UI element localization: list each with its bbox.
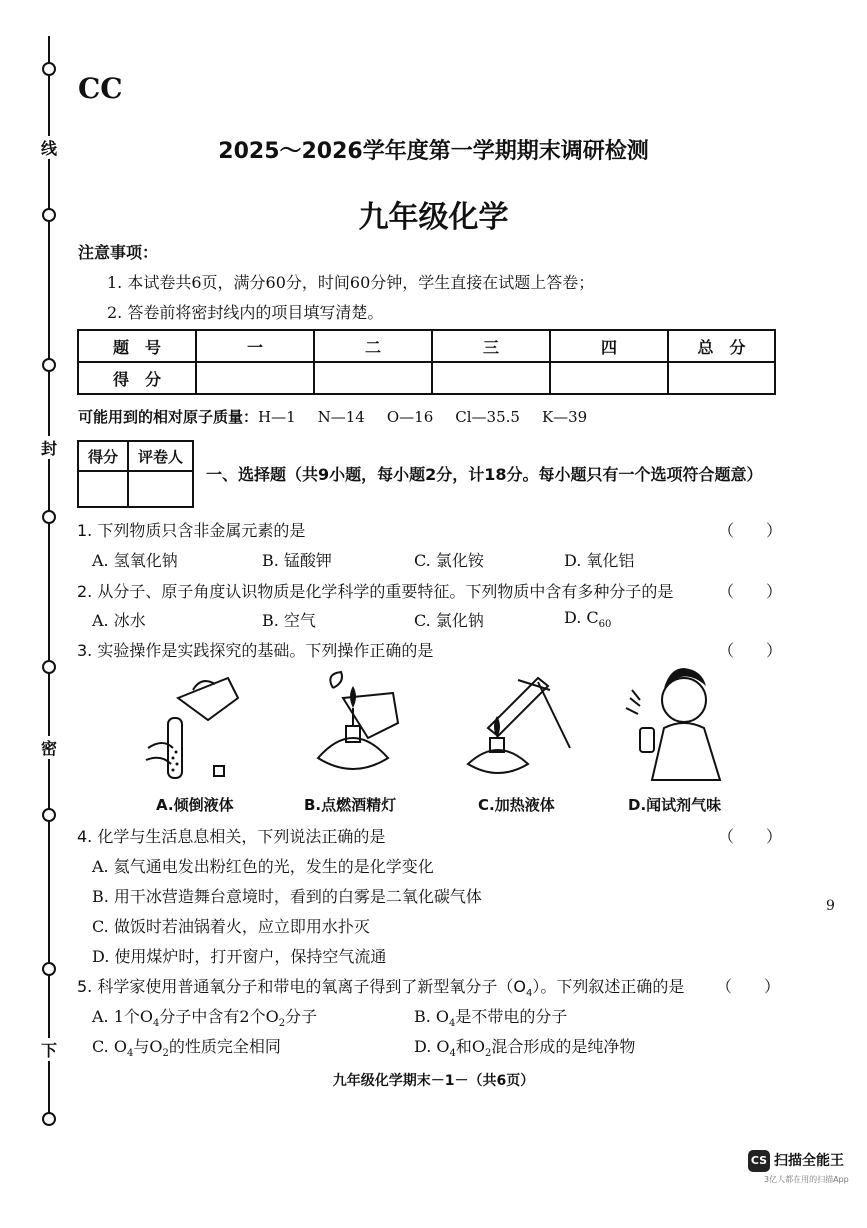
score-table — [77, 329, 776, 395]
q5-c-pre: C. O — [92, 1037, 127, 1056]
q5-c-mid: 与O — [133, 1037, 163, 1056]
q1-option-a: A. 氢氧化钠 — [92, 551, 178, 570]
notes-heading: 注意事项： — [78, 243, 159, 262]
q5-a-sub2: 2 — [278, 1018, 286, 1030]
answer-paren-1[interactable]: （ ） — [718, 521, 783, 540]
camscanner-logo-icon: CS — [748, 1150, 770, 1172]
camscanner-tagline: 3亿人都在用的扫描App — [764, 1175, 849, 1184]
figure-c-caption: C.加热液体 — [478, 796, 555, 814]
grader-score-label: 得分 — [78, 441, 128, 471]
q4-option-c: C. 做饭时若油锅着火，应立即用水扑灭 — [92, 917, 370, 936]
q1-option-c: C. 氯化铵 — [414, 551, 484, 570]
score-cell[interactable] — [196, 362, 314, 394]
q5-b-pre: B. O — [414, 1007, 450, 1026]
atomic-mass-value: H—1 — [258, 408, 296, 426]
q5-option-d — [414, 1034, 635, 1059]
q5-d-pre: D. O — [414, 1037, 450, 1056]
figure-a-caption: A.倾倒液体 — [156, 796, 234, 814]
score-cell[interactable] — [432, 362, 550, 394]
q1-option-d: D. 氧化铝 — [564, 551, 635, 570]
answer-paren-2[interactable]: （ ） — [718, 582, 783, 601]
q5-a-post: 分子 — [285, 1007, 318, 1026]
binding-hole — [42, 962, 56, 976]
q5-d-post: 混合形成的是纯净物 — [491, 1037, 636, 1056]
grader-name-label: 评卷人 — [128, 441, 193, 471]
q5-d-sub2: 2 — [485, 1048, 492, 1060]
q5-option-a — [92, 1004, 317, 1029]
q4-option-b: B. 用干冰营造舞台意境时，看到的白雾是二氧化碳气体 — [92, 887, 482, 906]
q5-b-sub: 4 — [449, 1018, 456, 1030]
figure-b-caption: B.点燃酒精灯 — [304, 796, 397, 814]
q5-d-mid: 和O — [455, 1037, 486, 1056]
binding-hole — [42, 510, 56, 524]
binding-hole — [42, 358, 56, 372]
binding-char-feng: 封 — [38, 436, 60, 459]
score-cell[interactable] — [550, 362, 668, 394]
figure-a-pouring-liquid — [138, 668, 248, 786]
q5-d-sub1: 4 — [449, 1048, 456, 1060]
q1-option-b: B. 锰酸钾 — [262, 551, 332, 570]
question-2-stem: 2. 从分子、原子角度认识物质是化学科学的重要特征。下列物质中含有多种分子的是 — [77, 582, 674, 601]
exam-title: 2025～2026学年度第一学期期末调研检测 — [218, 139, 649, 164]
score-row-label: 得 分 — [78, 362, 196, 394]
q5-a-mid: 分子中含有2个O — [159, 1007, 279, 1026]
score-header-4: 四 — [550, 330, 668, 362]
q5-b-post: 是不带电的分子 — [455, 1007, 568, 1026]
q2-option-d-text: D. C — [564, 608, 599, 627]
q5-c-post: 的性质完全相同 — [168, 1037, 281, 1056]
answer-paren-5[interactable]: （ ） — [716, 977, 781, 996]
atomic-mass-label: 可能用到的相对原子质量： — [78, 408, 259, 426]
page-footer: 九年级化学期末－1－（共6页） — [332, 1073, 535, 1089]
score-header-1: 一 — [196, 330, 314, 362]
camscanner-name: 扫描全能王 — [774, 1153, 844, 1169]
grader-table — [77, 440, 194, 508]
binding-hole — [42, 660, 56, 674]
question-5-stem — [77, 974, 684, 999]
score-header-2: 二 — [314, 330, 432, 362]
figure-d-caption: D.闻试剂气味 — [628, 796, 722, 814]
question-4-stem: 4. 化学与生活息息相关，下列说法正确的是 — [77, 827, 386, 846]
score-cell[interactable] — [668, 362, 775, 394]
atomic-mass-value: O—16 — [386, 408, 434, 426]
atomic-mass-value: Cl—35.5 — [455, 408, 520, 426]
binding-char-xia: 下 — [38, 1038, 60, 1061]
atomic-mass-line — [78, 406, 609, 427]
q5-stem-pre: 5. 科学家使用普通氧分子和带电的氧离子得到了新型氧分子（O — [77, 977, 526, 996]
stray-mark: 9 — [826, 898, 835, 914]
binding-hole — [42, 1112, 56, 1126]
q5-c-sub1: 4 — [126, 1048, 134, 1060]
q4-option-a: A. 氦气通电发出粉红色的光，发生的是化学变化 — [92, 857, 434, 876]
q2-option-a: A. 冰水 — [92, 611, 146, 630]
q2-option-d — [564, 608, 611, 630]
figure-d-smelling-reagent — [612, 668, 724, 786]
score-cell[interactable] — [314, 362, 432, 394]
q5-option-c — [92, 1034, 281, 1059]
q5-option-b — [414, 1004, 567, 1029]
answer-paren-4[interactable]: （ ） — [718, 827, 783, 846]
q5-c-sub2: 2 — [162, 1048, 169, 1060]
figure-b-lighting-lamp — [298, 668, 408, 786]
q2-option-d-sub: 60 — [598, 619, 612, 631]
score-header-3: 三 — [432, 330, 550, 362]
q5-stem-sub: 4 — [525, 988, 533, 1000]
binding-char-xian: 线 — [38, 136, 60, 159]
binding-hole — [42, 62, 56, 76]
q5-a-sub1: 4 — [153, 1018, 160, 1030]
q5-a-pre: A. 1个O — [92, 1007, 154, 1026]
answer-paren-3[interactable]: （ ） — [718, 641, 783, 660]
q5-stem-post: ）。下列叙述正确的是 — [532, 977, 685, 996]
note-item: 1. 本试卷共6页，满分60分，时间60分钟，学生直接在试题上答卷； — [107, 273, 595, 292]
grader-score-cell[interactable] — [78, 471, 128, 507]
score-header-total: 总 分 — [668, 330, 775, 362]
corner-label: CC — [78, 72, 123, 105]
figure-c-heating-liquid — [458, 668, 588, 786]
subject-title: 九年级化学 — [358, 200, 509, 235]
score-header-label: 题 号 — [78, 330, 196, 362]
grader-name-cell[interactable] — [128, 471, 193, 507]
atomic-mass-value: K—39 — [541, 408, 588, 426]
question-3-stem: 3. 实验操作是实践探究的基础。下列操作正确的是 — [77, 641, 434, 660]
question-1-stem: 1. 下列物质只含非金属元素的是 — [77, 521, 306, 540]
binding-char-mi: 密 — [38, 736, 60, 759]
atomic-mass-value: N—14 — [317, 408, 365, 426]
q4-option-d: D. 使用煤炉时，打开窗户，保持空气流通 — [92, 947, 387, 966]
q2-option-c: C. 氯化钠 — [414, 611, 484, 630]
binding-hole — [42, 808, 56, 822]
note-item: 2. 答卷前将密封线内的项目填写清楚。 — [107, 303, 384, 322]
q2-option-b: B. 空气 — [262, 611, 316, 630]
section-heading: 一、选择题（共9小题，每小题2分，计18分。每小题只有一个选项符合题意） — [206, 465, 763, 484]
